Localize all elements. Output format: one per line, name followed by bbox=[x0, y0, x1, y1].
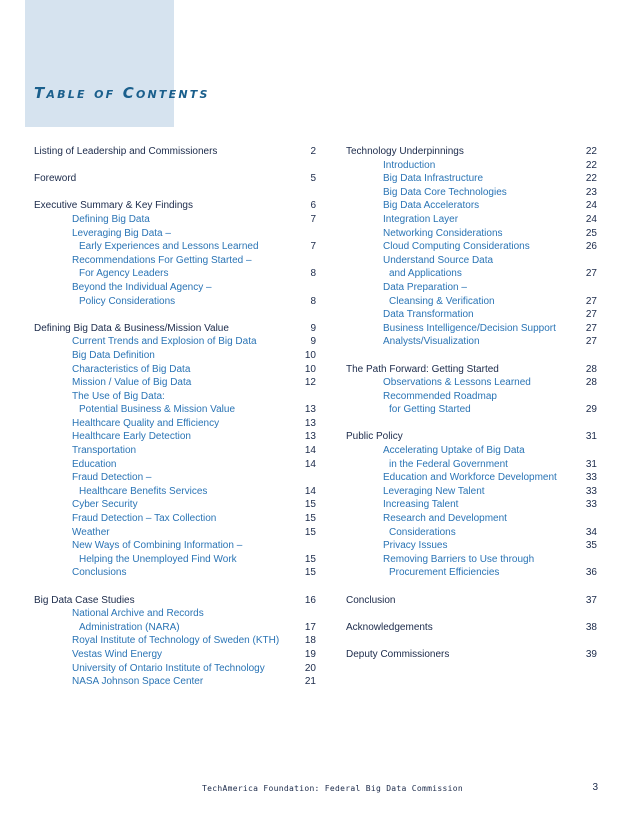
toc-entry-page: 26 bbox=[585, 241, 597, 253]
toc-entry-page: 27 bbox=[585, 336, 597, 348]
toc-subsection-entry[interactable] bbox=[34, 267, 316, 281]
toc-entry-page: 15 bbox=[304, 567, 316, 579]
toc-entry-page: 24 bbox=[585, 200, 597, 212]
toc-entry-page: 27 bbox=[585, 309, 597, 321]
toc-spacer bbox=[346, 607, 597, 621]
toc-entry-page: 12 bbox=[304, 377, 316, 389]
toc-entry-label: Observations & Lessons Learned bbox=[383, 377, 531, 389]
toc-entry-page: 28 bbox=[585, 377, 597, 389]
toc-entry-label: Helping the Unemployed Find Work bbox=[79, 553, 237, 565]
page-number: 3 bbox=[592, 782, 598, 793]
toc-subsection-entry[interactable] bbox=[346, 308, 597, 322]
toc-spacer bbox=[34, 186, 316, 200]
toc-spacer bbox=[34, 159, 316, 173]
toc-entry-page: 15 bbox=[304, 553, 316, 565]
toc-subsection-entry[interactable] bbox=[346, 498, 597, 512]
toc-subsection-entry[interactable] bbox=[34, 512, 316, 526]
toc-entry-page: 33 bbox=[585, 499, 597, 511]
toc-spacer bbox=[346, 349, 597, 363]
toc-spacer bbox=[346, 634, 597, 648]
toc-entry-page: 37 bbox=[585, 594, 597, 606]
toc-subsection-entry[interactable] bbox=[34, 539, 316, 553]
toc-entry-page: 29 bbox=[585, 404, 597, 416]
toc-section-entry[interactable] bbox=[346, 363, 597, 377]
toc-subsection-entry[interactable] bbox=[346, 458, 597, 472]
toc-subsection-entry[interactable] bbox=[346, 213, 597, 227]
toc-entry-label: Leveraging Big Data – bbox=[72, 227, 171, 239]
toc-entry-page: 15 bbox=[304, 526, 316, 538]
toc-section-entry[interactable] bbox=[346, 648, 597, 662]
toc-subsection-entry[interactable] bbox=[34, 634, 316, 648]
toc-subsection-entry[interactable] bbox=[346, 295, 597, 309]
toc-entry-label: Weather bbox=[72, 526, 110, 538]
toc-subsection-entry[interactable] bbox=[34, 376, 316, 390]
toc-subsection-entry[interactable] bbox=[346, 159, 597, 173]
toc-entry-label: and Applications bbox=[389, 268, 462, 280]
toc-subsection-entry[interactable] bbox=[34, 621, 316, 635]
toc-entry-label: For Agency Leaders bbox=[79, 268, 169, 280]
toc-entry-label: Administration (NARA) bbox=[79, 621, 180, 633]
toc-entry-page: 7 bbox=[310, 213, 316, 225]
toc-entry-page: 27 bbox=[585, 295, 597, 307]
toc-entry-label: The Path Forward: Getting Started bbox=[346, 363, 499, 375]
toc-entry-page: 22 bbox=[585, 159, 597, 171]
toc-right-column bbox=[346, 145, 597, 662]
toc-section-entry[interactable] bbox=[346, 430, 597, 444]
toc-entry-label: New Ways of Combining Information – bbox=[72, 540, 243, 552]
toc-subsection-entry[interactable] bbox=[34, 281, 316, 295]
toc-subsection-entry[interactable] bbox=[34, 227, 316, 241]
toc-section-entry[interactable] bbox=[346, 621, 597, 635]
toc-entry-page: 17 bbox=[304, 621, 316, 633]
toc-entry-label: Big Data Accelerators bbox=[383, 200, 480, 212]
toc-entry-label: Accelerating Uptake of Big Data bbox=[383, 445, 525, 457]
toc-entry-page: 31 bbox=[585, 431, 597, 443]
toc-subsection-entry[interactable] bbox=[346, 512, 597, 526]
toc-entry-page: 13 bbox=[304, 417, 316, 429]
toc-entry-page: 21 bbox=[304, 676, 316, 688]
toc-entry-page: 38 bbox=[585, 621, 597, 633]
toc-entry-page: 20 bbox=[304, 662, 316, 674]
toc-subsection-entry[interactable] bbox=[34, 295, 316, 309]
toc-entry-label: Analysts/Visualization bbox=[383, 336, 480, 348]
toc-entry-page: 33 bbox=[585, 485, 597, 497]
toc-subsection-entry[interactable] bbox=[34, 335, 316, 349]
toc-subsection-entry[interactable] bbox=[346, 539, 597, 553]
toc-entry-page: 8 bbox=[310, 268, 316, 280]
toc-entry-label: University of Ontario Institute of Technology bbox=[72, 662, 265, 674]
toc-entry-label: Big Data Definition bbox=[72, 349, 155, 361]
toc-left-column bbox=[34, 145, 316, 689]
toc-entry-label: Early Experiences and Lessons Learned bbox=[79, 241, 259, 253]
toc-subsection-entry[interactable] bbox=[346, 335, 597, 349]
toc-subsection-entry[interactable] bbox=[34, 254, 316, 268]
toc-entry-page: 19 bbox=[304, 648, 316, 660]
toc-entry-page: 36 bbox=[585, 567, 597, 579]
toc-entry-label: Understand Source Data bbox=[383, 254, 494, 266]
toc-entry-page: 16 bbox=[304, 594, 316, 606]
toc-entry-page: 9 bbox=[310, 336, 316, 348]
toc-entry-page: 24 bbox=[585, 213, 597, 225]
toc-entry-label: in the Federal Government bbox=[389, 458, 508, 470]
toc-entry-page: 39 bbox=[585, 648, 597, 660]
toc-entry-page: 14 bbox=[304, 458, 316, 470]
toc-section-entry[interactable] bbox=[34, 199, 316, 213]
toc-spacer bbox=[346, 580, 597, 594]
toc-entry-label: Data Preparation – bbox=[383, 281, 467, 293]
toc-subsection-entry[interactable] bbox=[34, 498, 316, 512]
toc-section-entry[interactable] bbox=[34, 322, 316, 336]
header-accent-box bbox=[25, 0, 174, 127]
toc-entry-label: Potential Business & Mission Value bbox=[79, 404, 236, 416]
toc-subsection-entry[interactable] bbox=[34, 648, 316, 662]
toc-entry-label: The Use of Big Data: bbox=[72, 390, 165, 402]
toc-subsection-entry[interactable] bbox=[34, 240, 316, 254]
toc-subsection-entry[interactable] bbox=[346, 444, 597, 458]
toc-subsection-entry[interactable] bbox=[346, 199, 597, 213]
page-title: Table of Contents bbox=[34, 84, 210, 102]
toc-entry-label: Big Data Case Studies bbox=[34, 594, 135, 606]
toc-subsection-entry[interactable] bbox=[34, 417, 316, 431]
toc-section-entry[interactable] bbox=[346, 145, 597, 159]
toc-entry-page: 5 bbox=[310, 173, 316, 185]
toc-entry-label: Privacy Issues bbox=[383, 540, 448, 552]
toc-entry-label: Transportation bbox=[72, 445, 137, 457]
toc-subsection-entry[interactable] bbox=[346, 566, 597, 580]
toc-entry-page: 6 bbox=[310, 200, 316, 212]
toc-entry-page: 8 bbox=[310, 295, 316, 307]
toc-subsection-entry[interactable] bbox=[34, 675, 316, 689]
toc-entry-label: Policy Considerations bbox=[79, 295, 176, 307]
toc-section-entry[interactable] bbox=[346, 594, 597, 608]
toc-entry-page: 25 bbox=[585, 227, 597, 239]
toc-entry-page: 13 bbox=[304, 404, 316, 416]
toc-entry-label: Big Data Infrastructure bbox=[383, 173, 484, 185]
toc-subsection-entry[interactable] bbox=[346, 390, 597, 404]
toc-entry-page: 14 bbox=[304, 445, 316, 457]
toc-entry-label: Business Intelligence/Decision Support bbox=[383, 322, 556, 334]
toc-entry-label: for Getting Started bbox=[389, 404, 471, 416]
toc-entry-label: Introduction bbox=[383, 159, 436, 171]
toc-subsection-entry[interactable] bbox=[346, 227, 597, 241]
toc-entry-label: Acknowledgements bbox=[346, 621, 433, 633]
toc-subsection-entry[interactable] bbox=[346, 322, 597, 336]
toc-subsection-entry[interactable] bbox=[346, 403, 597, 417]
toc-entry-page: 9 bbox=[310, 322, 316, 334]
toc-entry-page: 27 bbox=[585, 268, 597, 280]
toc-entry-label: Healthcare Benefits Services bbox=[79, 485, 208, 497]
toc-entry-label: Healthcare Quality and Efficiency bbox=[72, 417, 220, 429]
toc-entry-label: Vestas Wind Energy bbox=[72, 648, 163, 660]
toc-subsection-entry[interactable] bbox=[346, 254, 597, 268]
toc-entry-page: 22 bbox=[585, 173, 597, 185]
toc-entry-label: Cyber Security bbox=[72, 499, 138, 511]
toc-entry-label: Data Transformation bbox=[383, 309, 474, 321]
footer-text: TechAmerica Foundation: Federal Big Data Commission bbox=[202, 784, 463, 793]
toc-section-entry[interactable] bbox=[34, 594, 316, 608]
toc-subsection-entry[interactable] bbox=[34, 458, 316, 472]
toc-entry-label: Recommended Roadmap bbox=[383, 390, 497, 402]
toc-entry-page: 10 bbox=[304, 349, 316, 361]
toc-subsection-entry[interactable] bbox=[34, 444, 316, 458]
toc-entry-label: Fraud Detection – Tax Collection bbox=[72, 513, 217, 525]
toc-spacer bbox=[346, 417, 597, 431]
toc-entry-label: Conclusions bbox=[72, 567, 127, 579]
toc-entry-label: Fraud Detection – bbox=[72, 472, 152, 484]
toc-entry-label: Royal Institute of Technology of Sweden (KTH) bbox=[72, 635, 280, 647]
toc-section-entry[interactable] bbox=[34, 172, 316, 186]
toc-entry-label: Cleansing & Verification bbox=[389, 295, 495, 307]
toc-entry-page: 18 bbox=[304, 635, 316, 647]
toc-subsection-entry[interactable] bbox=[34, 485, 316, 499]
toc-entry-label: Education bbox=[72, 458, 117, 470]
toc-subsection-entry[interactable] bbox=[34, 662, 316, 676]
toc-entry-page: 35 bbox=[585, 540, 597, 552]
toc-subsection-entry[interactable] bbox=[346, 526, 597, 540]
toc-entry-label: Research and Development bbox=[383, 513, 507, 525]
toc-entry-label: NASA Johnson Space Center bbox=[72, 676, 204, 688]
toc-entry-label: Defining Big Data bbox=[72, 213, 150, 225]
toc-subsection-entry[interactable] bbox=[34, 363, 316, 377]
toc-entry-label: Procurement Efficiencies bbox=[389, 567, 500, 579]
toc-entry-label: Foreword bbox=[34, 173, 77, 185]
toc-entry-label: Beyond the Individual Agency – bbox=[72, 281, 212, 293]
toc-subsection-entry[interactable] bbox=[346, 471, 597, 485]
toc-entry-label: Executive Summary & Key Findings bbox=[34, 200, 193, 212]
toc-subsection-entry[interactable] bbox=[346, 172, 597, 186]
toc-subsection-entry[interactable] bbox=[34, 349, 316, 363]
toc-subsection-entry[interactable] bbox=[34, 213, 316, 227]
toc-entry-label: Removing Barriers to Use through bbox=[383, 553, 535, 565]
toc-entry-label: Networking Considerations bbox=[383, 227, 503, 239]
toc-entry-page: 27 bbox=[585, 322, 597, 334]
toc-subsection-entry[interactable] bbox=[34, 607, 316, 621]
toc-subsection-entry[interactable] bbox=[346, 240, 597, 254]
toc-subsection-entry[interactable] bbox=[346, 186, 597, 200]
toc-entry-label: Mission / Value of Big Data bbox=[72, 377, 192, 389]
toc-subsection-entry[interactable] bbox=[346, 553, 597, 567]
toc-entry-page: 2 bbox=[310, 146, 316, 157]
toc-entry-label: Listing of Leadership and Commissioners bbox=[34, 146, 218, 157]
toc-entry-label: Conclusion bbox=[346, 594, 396, 606]
toc-subsection-entry[interactable] bbox=[34, 403, 316, 417]
toc-entry-label: Defining Big Data & Business/Mission Value bbox=[34, 322, 229, 334]
toc-subsection-entry[interactable] bbox=[34, 566, 316, 580]
toc-entry-page: 13 bbox=[304, 431, 316, 443]
toc-subsection-entry[interactable] bbox=[346, 281, 597, 295]
toc-subsection-entry[interactable] bbox=[346, 485, 597, 499]
toc-entry-label: Increasing Talent bbox=[383, 499, 459, 511]
toc-entry-page: 22 bbox=[585, 146, 597, 157]
toc-entry-label: Current Trends and Explosion of Big Data bbox=[72, 336, 257, 348]
toc-entry-page: 23 bbox=[585, 186, 597, 198]
toc-subsection-entry[interactable] bbox=[34, 471, 316, 485]
toc-entry-label: Public Policy bbox=[346, 431, 403, 443]
toc-subsection-entry[interactable] bbox=[34, 526, 316, 540]
toc-spacer bbox=[34, 580, 316, 594]
toc-entry-page: 33 bbox=[585, 472, 597, 484]
toc-entry-page: 15 bbox=[304, 513, 316, 525]
toc-entry-page: 10 bbox=[304, 363, 316, 375]
toc-entry-page: 28 bbox=[585, 363, 597, 375]
toc-entry-label: Leveraging New Talent bbox=[383, 485, 485, 497]
toc-entry-label: National Archive and Records bbox=[72, 608, 204, 620]
toc-section-entry[interactable] bbox=[34, 145, 316, 159]
toc-entry-page: 31 bbox=[585, 458, 597, 470]
toc-entry-page: 7 bbox=[310, 241, 316, 253]
toc-subsection-entry[interactable] bbox=[34, 390, 316, 404]
toc-spacer bbox=[34, 308, 316, 322]
toc-entry-label: Education and Workforce Development bbox=[383, 472, 557, 484]
toc-entry-label: Healthcare Early Detection bbox=[72, 431, 191, 443]
toc-entry-label: Big Data Core Technologies bbox=[383, 186, 507, 198]
toc-subsection-entry[interactable] bbox=[346, 267, 597, 281]
toc-entry-label: Technology Underpinnings bbox=[346, 146, 464, 157]
toc-entry-page: 15 bbox=[304, 499, 316, 511]
toc-subsection-entry[interactable] bbox=[34, 553, 316, 567]
toc-entry-label: Characteristics of Big Data bbox=[72, 363, 191, 375]
toc-subsection-entry[interactable] bbox=[34, 430, 316, 444]
toc-entry-label: Integration Layer bbox=[383, 213, 459, 225]
toc-entry-label: Recommendations For Getting Started – bbox=[72, 254, 252, 266]
toc-entry-label: Cloud Computing Considerations bbox=[383, 241, 530, 253]
toc-entry-label: Deputy Commissioners bbox=[346, 648, 450, 660]
toc-entry-label: Considerations bbox=[389, 526, 456, 538]
toc-entry-page: 34 bbox=[585, 526, 597, 538]
toc-subsection-entry[interactable] bbox=[346, 376, 597, 390]
toc-entry-page: 14 bbox=[304, 485, 316, 497]
